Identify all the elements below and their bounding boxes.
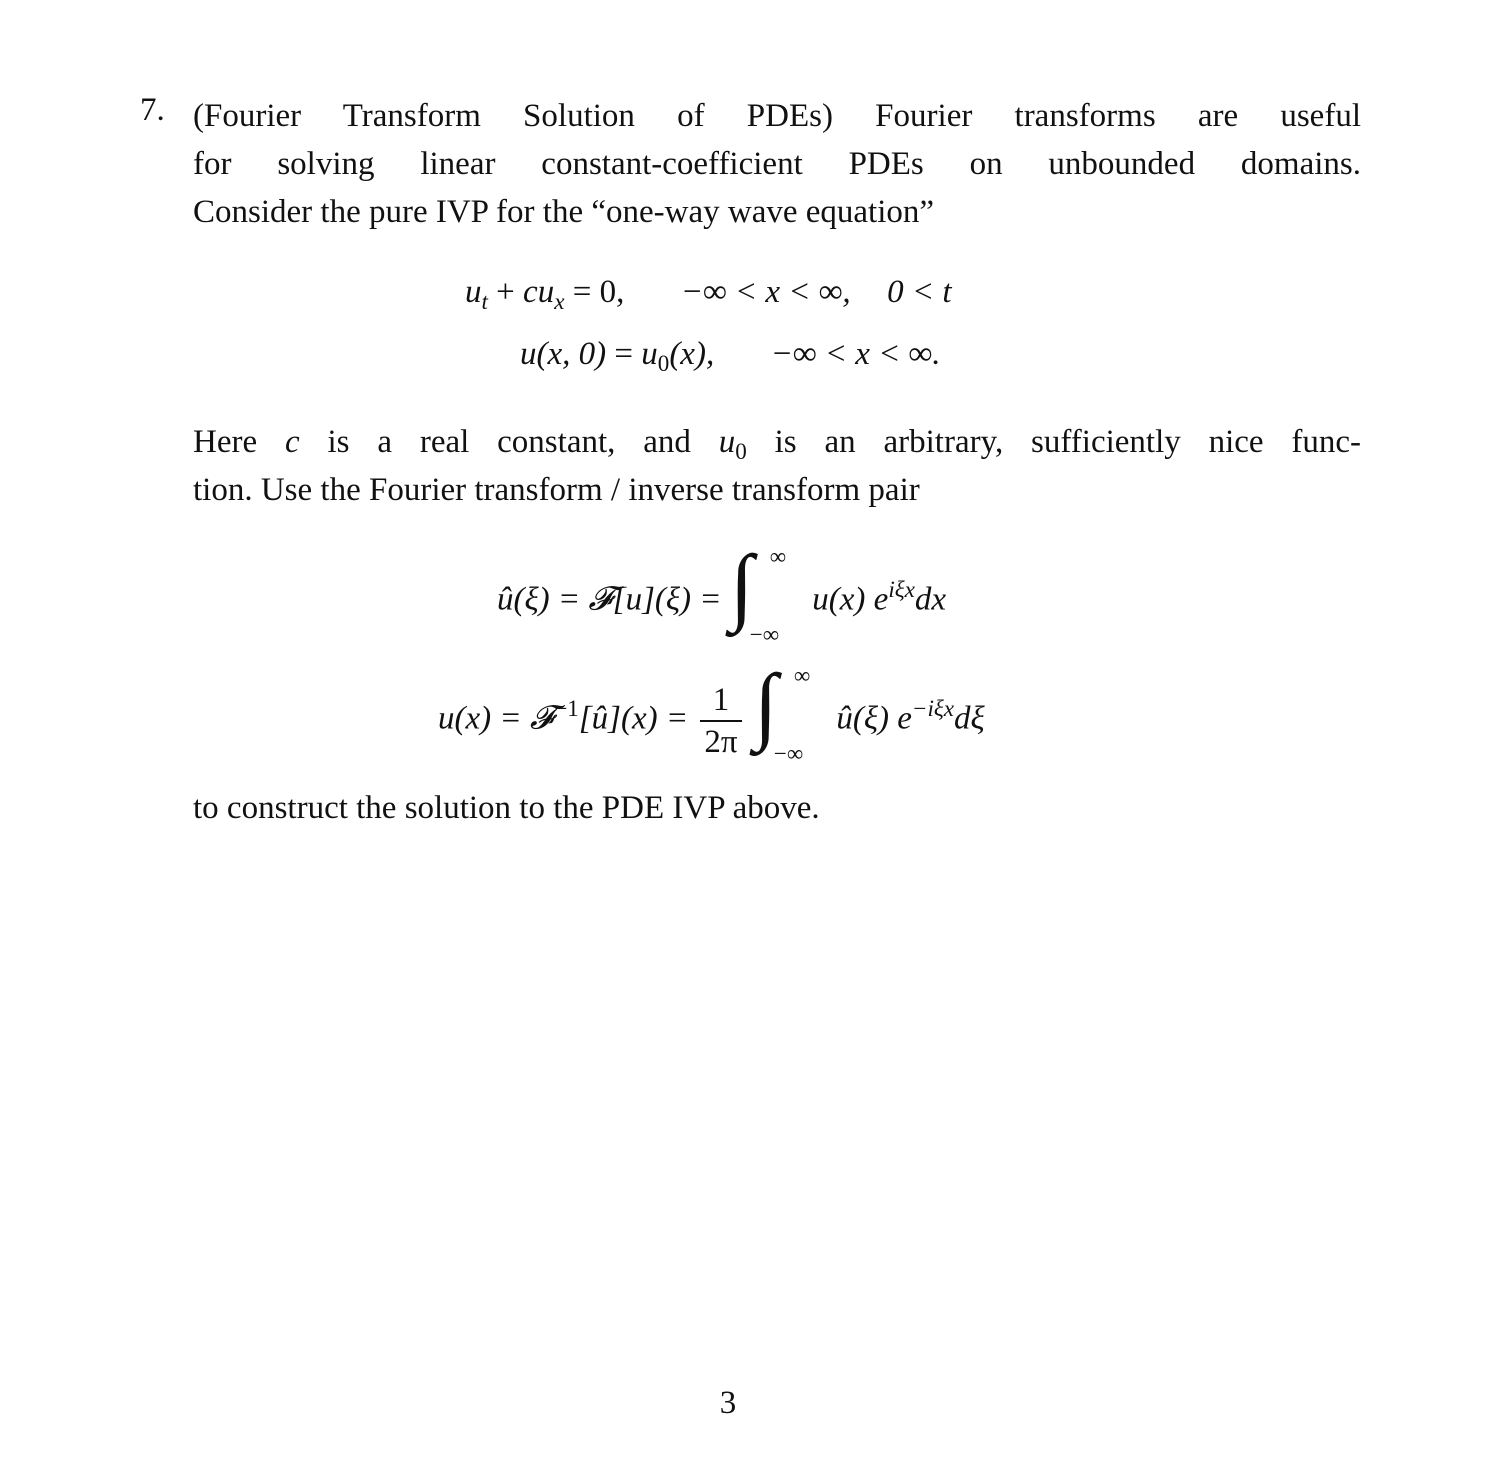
ic-arg: (x),	[669, 336, 715, 372]
pde-u2: u	[537, 274, 555, 310]
ic-u0: u	[641, 336, 658, 372]
ift-exponent: −iξx	[911, 694, 954, 721]
ft-exponent: iξx	[888, 575, 915, 602]
ic-domain: −∞ < x < ∞.	[770, 336, 941, 372]
pde-u: u	[465, 274, 482, 310]
intro-line-2: for solving linear constant-coefficient PDEs on unbounded domains.	[193, 146, 1361, 182]
ft-lower-limit: −∞	[749, 622, 780, 647]
problem-body	[193, 418, 1361, 514]
ift-dxi: dξ	[954, 700, 985, 737]
page-number: 3	[719, 1385, 737, 1421]
ic-lhs: u(x, 0)	[520, 336, 607, 372]
problem-conclusion	[193, 784, 1361, 832]
frac-numerator: 1	[712, 682, 730, 718]
ic-eq: =	[614, 336, 634, 372]
ft-dx: dx	[914, 581, 947, 618]
inverse-transform-equation	[438, 656, 985, 766]
problem-number: 7.	[140, 92, 165, 128]
fourier-transform-equation	[497, 537, 947, 647]
pde-x-sub: x	[554, 287, 565, 314]
pde-c: c	[523, 274, 538, 310]
frac-denominator: 2π	[700, 720, 741, 762]
problem-intro	[193, 92, 1361, 236]
intro-line-1: (Fourier Transform Solution of PDEs) Fourier transforms are useful	[193, 98, 1361, 134]
ift-upper-limit: ∞	[793, 663, 811, 688]
ift-lhs: u(x) = 𝓕	[438, 700, 555, 737]
initial-condition	[520, 336, 941, 376]
ft-upper-limit: ∞	[769, 544, 787, 569]
ift-inv-sup: −1	[554, 694, 579, 721]
fraction	[700, 680, 741, 762]
ic-sub0: 0	[657, 349, 670, 376]
ft-integrand: u(x) e	[812, 581, 889, 618]
pde-equation	[465, 274, 952, 314]
body-line-2: tion. Use the Fourier transform / inverse transform pair	[193, 472, 920, 508]
body-line-1: Here c is a real constant, and $u_0$ is an arbitrary, sufficiently nice func-	[193, 424, 1362, 464]
conclusion-line: to construct the solution to the PDE IVP above.	[193, 790, 820, 826]
ift-lower-limit: −∞	[773, 741, 804, 766]
ift-lhs-rest: [û](x) =	[578, 700, 689, 737]
pde-plus: +	[496, 274, 515, 310]
pde-t-sub: t	[481, 287, 488, 314]
ift-integrand: û(ξ) e	[836, 700, 912, 737]
integral-sign: ∫ ∞ −∞	[753, 656, 811, 766]
ft-lhs: û(ξ) = 𝓕[u](ξ) =	[497, 581, 722, 618]
pde-domain: −∞ < x < ∞,	[680, 274, 851, 310]
pde-eq-zero: = 0,	[572, 274, 625, 310]
integral-sign: ∫ ∞ −∞	[729, 537, 787, 647]
intro-line-3: Consider the pure IVP for the “one-way wave equation”	[193, 194, 935, 230]
pde-time: 0 < t	[887, 274, 952, 310]
